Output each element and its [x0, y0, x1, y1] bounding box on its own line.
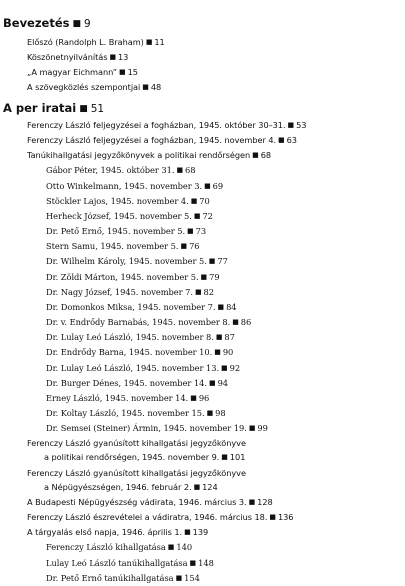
- entry-page-number: 148: [198, 557, 214, 568]
- toc-subentry: [46, 406, 405, 421]
- entry-page-number: 48: [150, 82, 162, 93]
- entry-title: Gábor Péter, 1945. október 31.: [46, 165, 175, 176]
- entry-page-number: 84: [226, 301, 237, 312]
- toc-subentry: [46, 300, 405, 315]
- entry-title: Ferenczy László gyanúsított kihallgatási jegyzőkönyve: [27, 438, 246, 449]
- separator-square-icon: ■: [189, 558, 197, 567]
- entry-page-number: 86: [240, 317, 252, 328]
- toc-entry: [27, 495, 405, 510]
- toc-entry: [27, 35, 405, 50]
- separator-square-icon: ■: [208, 378, 216, 387]
- toc-entry: [27, 148, 405, 163]
- entry-title: a Népügyészségen, 1946. február 2.: [44, 481, 192, 492]
- section-page-number: 9: [84, 18, 91, 30]
- toc-subentry: [46, 239, 405, 254]
- separator-square-icon: ■: [214, 348, 221, 357]
- entry-page-number: 70: [199, 195, 210, 206]
- entry-title: Tanúkihallgatási jegyzőkönyvek a politikai rendőrségen: [27, 150, 251, 161]
- entry-page-number: 68: [260, 150, 272, 161]
- toc-entry: [27, 133, 405, 148]
- toc-subentry: [46, 540, 405, 555]
- separator-square-icon: ■: [252, 151, 259, 160]
- entry-title: Ferenczy László feljegyzései a fogházban, 1945. október 30–31.: [27, 120, 286, 130]
- entry-page-number: 98: [215, 407, 226, 418]
- separator-square-icon: ■: [79, 104, 88, 114]
- entry-title: Dr. Domonkos Miksa, 1945. november 7.: [46, 301, 216, 312]
- entry-title: Dr. Wilhelm Károly, 1945. november 5.: [46, 256, 207, 267]
- entry-title: Dr. Semsei (Steiner) Ármin, 1945. november 19.: [46, 423, 247, 434]
- entry-page-number: 15: [127, 67, 138, 78]
- separator-square-icon: ■: [206, 408, 214, 417]
- entry-page-number: 140: [176, 542, 193, 553]
- entry-page-number: 11: [154, 37, 165, 47]
- entry-title: Dr. Lulay Leó László, 1945. november 8.: [46, 332, 214, 343]
- separator-square-icon: ■: [167, 543, 175, 552]
- entry-page-number: 53: [296, 120, 307, 130]
- separator-square-icon: ■: [287, 121, 295, 129]
- toc-entry: [27, 50, 405, 65]
- toc-subentry: [46, 179, 405, 194]
- entry-page-number: 73: [195, 226, 207, 237]
- toc-entry: [27, 466, 405, 480]
- toc-subentry: [46, 270, 405, 285]
- toc-entry: [27, 80, 405, 95]
- entry-page-number: 124: [202, 481, 218, 492]
- separator-square-icon: ■: [208, 257, 216, 266]
- toc-subentry: [46, 315, 405, 330]
- toc-subentry: [46, 224, 405, 239]
- toc-section-bevezetes: [0, 16, 405, 96]
- separator-square-icon: ■: [109, 53, 117, 62]
- entry-title: Ferenczy László gyanúsított kihallgatási jegyzőkönyve: [27, 467, 246, 478]
- section-title: Bevezetés: [3, 16, 70, 30]
- entry-title: Ferenczy László feljegyzései a fogházban, 1945. november 4.: [27, 135, 277, 146]
- separator-square-icon: ■: [193, 482, 201, 491]
- entry-title: A Budapesti Népügyészség vádirata, 1946. március 3.: [27, 496, 247, 507]
- entry-page-number: 128: [257, 496, 273, 507]
- separator-square-icon: ■: [190, 393, 197, 402]
- entry-page-number: 77: [217, 256, 228, 267]
- entry-title: Dr. Nagy József, 1945. november 7.: [46, 286, 193, 297]
- entry-title: Dr. Koltay László, 1945. november 15.: [46, 407, 205, 418]
- separator-square-icon: ■: [175, 573, 183, 582]
- toc-subentry: [46, 285, 405, 300]
- entry-title: Köszönetnyilvánítás: [27, 52, 108, 63]
- separator-square-icon: ■: [204, 181, 211, 190]
- toc-subentry: [46, 345, 405, 360]
- separator-square-icon: ■: [142, 83, 149, 92]
- entry-title: a politikai rendőrségen, 1945. november 9.: [44, 452, 220, 463]
- toc-entry: [27, 65, 405, 80]
- toc-entry-continuation: [44, 480, 405, 495]
- separator-square-icon: ■: [200, 272, 208, 281]
- toc-entry: [27, 510, 405, 525]
- separator-square-icon: ■: [118, 68, 126, 77]
- entry-title: Herheck József, 1945. november 5.: [46, 210, 192, 221]
- toc-entry-continuation: [44, 450, 405, 465]
- entry-page-number: 82: [203, 286, 215, 297]
- toc-subentry: [46, 421, 405, 436]
- toc-subentry: [46, 391, 405, 406]
- entry-title: Ferenczy László észrevételei a vádiratra, 1946. március 18.: [27, 512, 268, 523]
- section-title: A per iratai: [3, 101, 77, 115]
- entry-page-number: 76: [189, 241, 200, 252]
- separator-square-icon: ■: [221, 453, 228, 462]
- entry-title: A tárgyalás első napja, 1946. április 1.: [27, 527, 183, 538]
- separator-square-icon: ■: [278, 136, 285, 145]
- toc-entry: [27, 118, 405, 133]
- entry-title: A szövegközlés szempontjai: [27, 82, 141, 93]
- entry-page-number: 154: [184, 572, 200, 583]
- entry-page-number: 92: [229, 362, 241, 373]
- entry-page-number: 99: [257, 423, 268, 434]
- entry-page-number: 90: [222, 347, 234, 358]
- entry-title: Lulay Leó László tanúkihallgatása: [46, 557, 188, 568]
- separator-square-icon: ■: [72, 19, 82, 29]
- separator-square-icon: ■: [248, 497, 256, 506]
- entry-page-number: 63: [286, 135, 297, 146]
- entry-page-number: 68: [185, 165, 196, 176]
- entry-page-number: 94: [217, 377, 229, 388]
- entry-page-number: 13: [118, 52, 129, 63]
- entry-page-number: 136: [277, 512, 294, 523]
- entry-title: Dr. Lulay Leó László, 1945. november 13.: [46, 362, 220, 373]
- entry-title: „A magyar Eichmann”: [27, 67, 117, 78]
- separator-square-icon: ■: [269, 513, 276, 522]
- entry-title: Stöckler Lajos, 1945. november 4.: [46, 195, 189, 206]
- toc-subentry: [46, 376, 405, 391]
- toc-subentry: [46, 209, 405, 224]
- entry-title: Erney László, 1945. november 14.: [46, 392, 189, 403]
- entry-title: Ferenczy László kihallgatása: [46, 542, 166, 553]
- entry-page-number: 72: [202, 210, 213, 221]
- toc-entry: [27, 525, 405, 540]
- entry-title: Stern Samu, 1945. november 5.: [46, 241, 179, 252]
- entry-title: Dr. Pető Ernő, 1945. november 5.: [46, 226, 186, 237]
- separator-square-icon: ■: [187, 227, 194, 236]
- toc-entry: [27, 436, 405, 450]
- separator-square-icon: ■: [248, 424, 256, 433]
- separator-square-icon: ■: [184, 528, 191, 537]
- entry-page-number: 79: [209, 271, 220, 282]
- separator-square-icon: ■: [176, 166, 184, 175]
- section-page-number: 51: [90, 103, 105, 115]
- entry-title: Dr. Endrődy Barna, 1945. november 10.: [46, 347, 213, 358]
- toc-subentry: [46, 163, 405, 178]
- entry-title: Dr. Burger Dénes, 1945. november 14.: [46, 377, 207, 388]
- toc-subentry: [46, 254, 405, 269]
- separator-square-icon: ■: [232, 318, 239, 327]
- separator-square-icon: ■: [180, 242, 188, 251]
- separator-square-icon: ■: [190, 196, 198, 205]
- entry-page-number: 69: [212, 180, 224, 191]
- separator-square-icon: ■: [145, 38, 153, 46]
- toc-subentry: [46, 194, 405, 209]
- toc-section-heading: [3, 16, 405, 32]
- entry-page-number: 96: [198, 392, 210, 403]
- toc-subentry: [46, 556, 405, 571]
- separator-square-icon: ■: [221, 363, 228, 372]
- entry-page-number: 101: [229, 452, 246, 463]
- entry-title: Otto Winkelmann, 1945. november 3.: [46, 180, 203, 191]
- toc-subentry: [46, 330, 405, 345]
- separator-square-icon: ■: [217, 302, 225, 311]
- entry-title: Dr. Zöldi Márton, 1945. november 5.: [46, 271, 199, 282]
- entry-title: Előszó (Randolph L. Braham): [27, 37, 144, 47]
- separator-square-icon: ■: [193, 211, 201, 220]
- separator-square-icon: ■: [194, 287, 202, 296]
- entry-page-number: 139: [192, 527, 209, 538]
- toc-subentry: [46, 361, 405, 376]
- toc-subentry: [46, 571, 405, 586]
- toc-section-a-per-iratai: [0, 101, 405, 586]
- toc-section-heading: [3, 101, 405, 117]
- entry-title: Dr. v. Endrődy Barnabás, 1945. november 8.: [46, 317, 231, 328]
- entry-title: Dr. Pető Ernő tanúkihallgatása: [46, 572, 174, 583]
- separator-square-icon: ■: [215, 333, 223, 342]
- entry-page-number: 87: [224, 332, 235, 343]
